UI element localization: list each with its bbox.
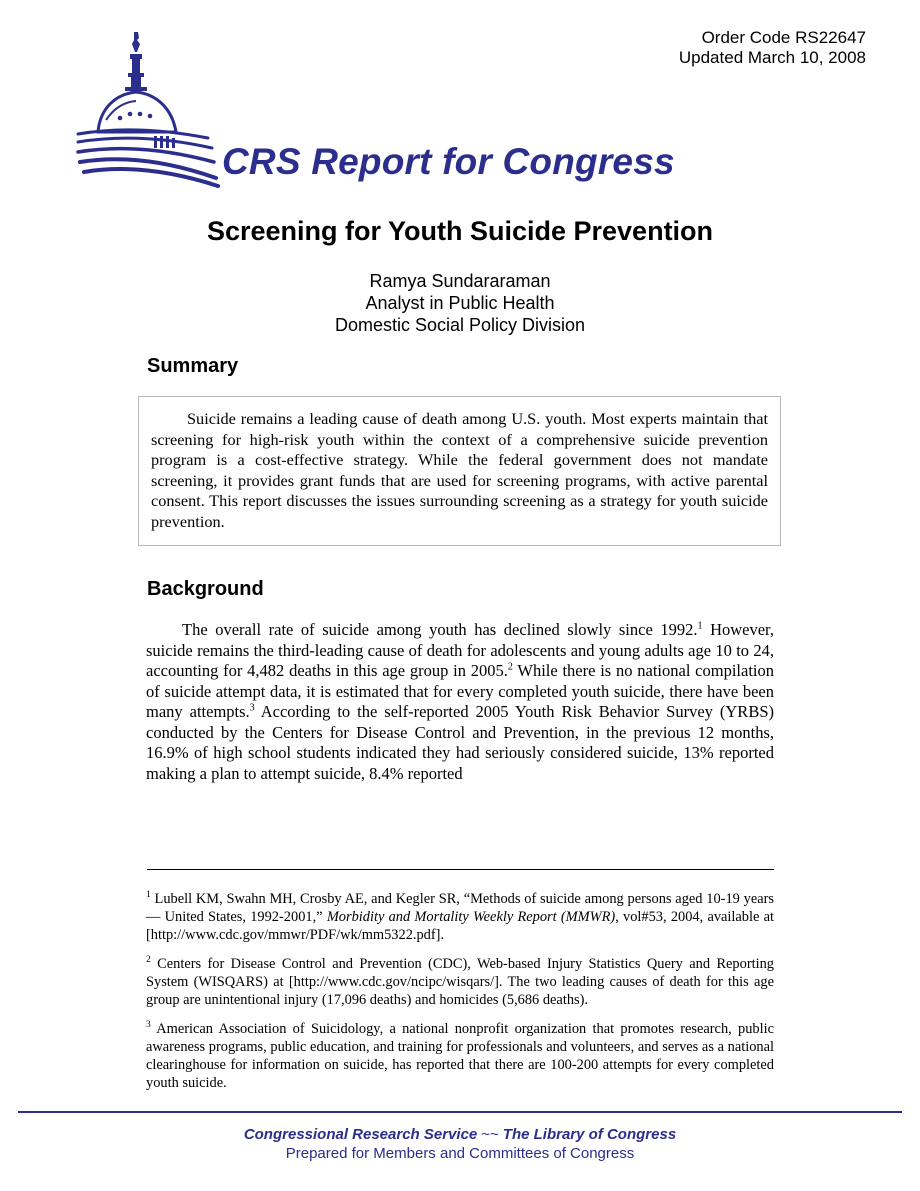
footnote-number: 3 xyxy=(146,1020,151,1031)
author-title: Analyst in Public Health xyxy=(365,293,555,313)
footnote-1 xyxy=(146,890,774,944)
document-title: Screening for Youth Suicide Prevention xyxy=(206,216,714,246)
footer-library: The Library of Congress xyxy=(502,1126,677,1143)
footnote-text: Centers for Disease Control and Prevention (CDC), Web-based Injury Statistics Query and Reporting System (WISQARS) at [http://www.cdc.gov/ncipc/wisqars/]. The two leading causes of death for this age group are unintentional injury (17,096 deaths) and homicides (5,686 deaths). xyxy=(146,956,774,1008)
footer-divider xyxy=(18,1111,902,1113)
summary-box xyxy=(138,396,781,546)
footnote-divider xyxy=(147,869,774,870)
author-division: Domestic Social Policy Division xyxy=(334,315,586,335)
footnote-ref-1[interactable]: 1 xyxy=(697,620,703,632)
footnote-text: , vol#53, 2004, available at [http://www.cdc.gov/mmwr/PDF/wk/mm5322.pdf]. xyxy=(146,909,775,943)
footnote-ref-2[interactable]: 2 xyxy=(507,661,513,673)
capitol-dome-logo-icon xyxy=(70,28,220,188)
footer-publisher xyxy=(0,1126,920,1143)
updated-date: Updated March 10, 2008 xyxy=(678,48,866,67)
summary-text: Suicide remains a leading cause of death among U.S. youth. Most experts maintain that screening for high-risk youth within the context of a comprehensive suicide prevention program is a cost-effective strategy. While the federal government does not mandate screening, it provides grant funds that are used for screening programs, with active parental consent. This report discusses the issues surrounding screening as a strategy for youth suicide prevention. xyxy=(151,409,768,531)
footnote-text: Lubell KM, Swahn MH, Crosby AE, and Kegler SR, “Methods of suicide among persons aged 10-19 years — United States, 1992-2001,” xyxy=(146,891,774,925)
order-code: Order Code RS22647 xyxy=(701,28,866,47)
footnote-2 xyxy=(146,955,774,1009)
footnote-number: 1 xyxy=(146,890,151,901)
ornament-icon: ~~ xyxy=(481,1126,499,1143)
background-text-part: However, suicide remains the third-leading cause of death for adolescents and young adults age 10 to 24, accounting for 4,482 deaths in this age group in 2005. xyxy=(146,620,775,680)
byline xyxy=(0,270,920,336)
background-text-part: According to the self-reported 2005 Youth Risk Behavior Survey (YRBS) conducted by the Centers for Disease Control and Prevention, in the previous 12 months, 16.9% of high school students indicated they had seriously considered suicide, 13% reported making a plan to attempt suicide, 8.4% reported xyxy=(146,702,774,783)
background-paragraph xyxy=(146,620,774,784)
background-text-part: The overall rate of suicide among youth has declined slowly since 1992. xyxy=(182,620,698,639)
journal-title: Morbidity and Mortality Weekly Report (MMWR) xyxy=(326,909,616,925)
summary-heading: Summary xyxy=(147,355,239,377)
footnote-3 xyxy=(146,1020,774,1092)
footer-prepared: Prepared for Members and Committees of Congress xyxy=(285,1145,635,1162)
background-heading: Background xyxy=(147,578,264,600)
report-series-title: CRS Report for Congress xyxy=(222,141,675,182)
footnote-number: 2 xyxy=(146,955,151,966)
footer-crs: Congressional Research Service xyxy=(243,1126,478,1143)
footnote-ref-3[interactable]: 3 xyxy=(249,702,255,714)
background-text-part: While there is no national compilation of suicide attempt data, it is estimated that for every completed youth suicide, there have been many attempts. xyxy=(146,661,774,721)
author-name: Ramya Sundararaman xyxy=(369,271,551,291)
order-info xyxy=(679,28,866,68)
footnote-text: American Association of Suicidology, a national nonprofit organization that promotes research, public awareness programs, public education, and training for professionals and volunteers, and serves as a national clearinghouse for information on suicide, has reported that there are 100-200 attempts for every completed youth suicide. xyxy=(146,1021,774,1091)
